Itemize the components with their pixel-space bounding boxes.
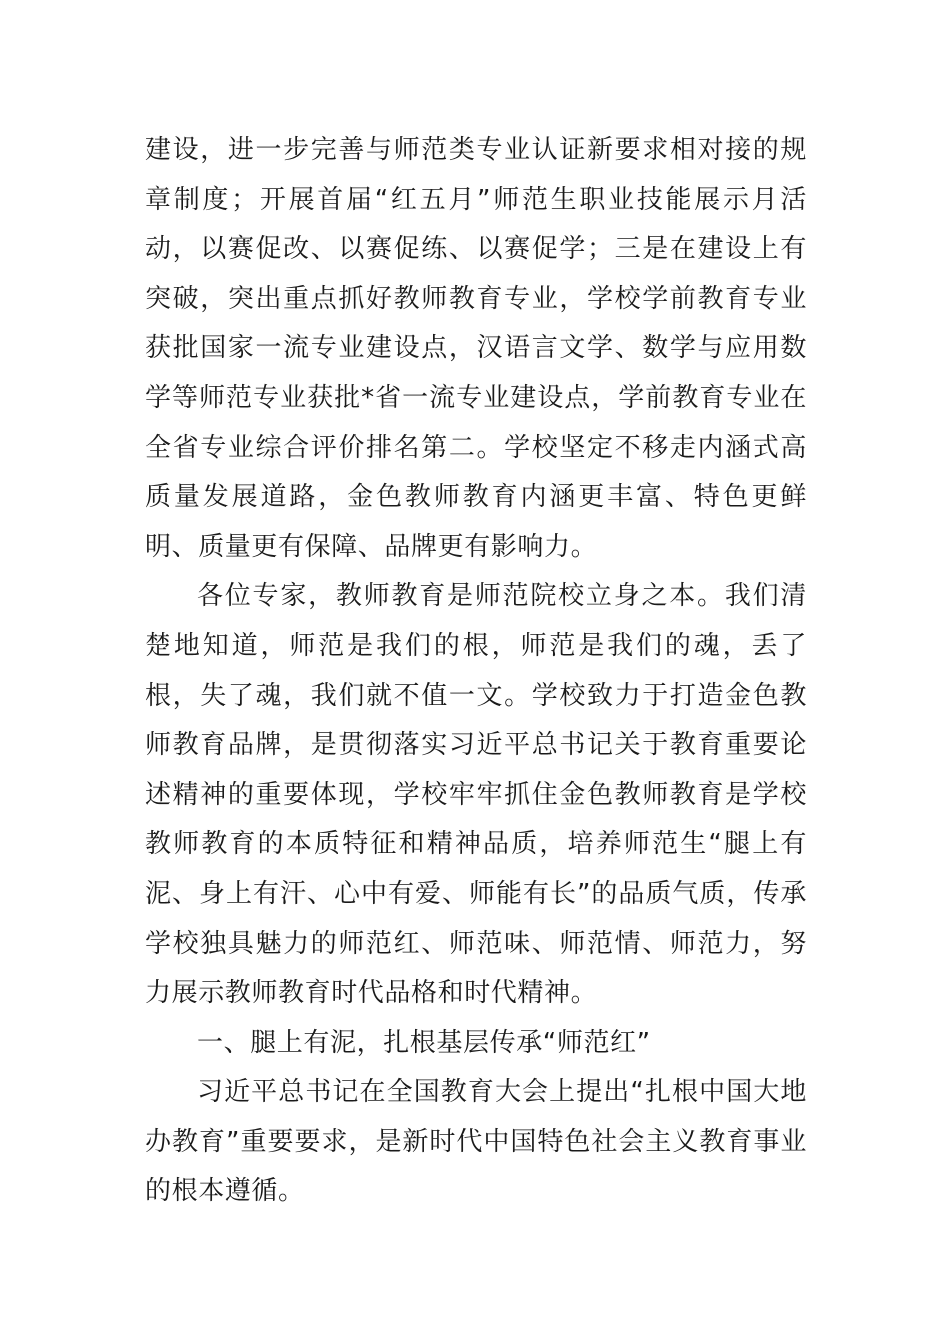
section-heading-one: 一、腿上有泥，扎根基层传承“师范红” [197, 1027, 651, 1058]
paragraph-continuation: 建设，进一步完善与师范类专业认证新要求相对接的规章制度；开展首届“红五月”师范生职业技能展示月活动，以赛促改、以赛促练、以赛促学；三是在建设上有突破，突出重点抓好教师教育专业，学校学前教育专业获批国家一流专业建设点，汉语言文学、数学与应用数学等师范专业获批*省一流专业建设点，学前教育专业在全省专业综合评价排名第二。学校坚定不移走内涵式高质量发展道路，金色教师教育内涵更丰富、特色更鲜明、质量更有保障、品牌更有影响力。 [145, 135, 807, 562]
paragraph-section-one-intro: 习近平总书记在全国教育大会上提出“扎根中国大地办教育”重要要求，是新时代中国特色社会主义教育事业的根本遵循。 [145, 1077, 807, 1207]
paragraph-experts-address: 各位专家，教师教育是师范院校立身之本。我们清楚地知道，师范是我们的根，师范是我们的魂，丢了根，失了魂，我们就不值一文。学校致力于打造金色教师教育品牌，是贯彻落实习近平总书记关于教育重要论述精神的重要体现，学校牢牢抓住金色教师教育是学校教师教育的本质特征和精神品质，培养师范生“腿上有泥、身上有汗、心中有爱、师能有长”的品质气质，传承学校独具魅力的师范红、师范味、师范情、师范力，努力展示教师教育时代品格和时代精神。 [145, 581, 807, 1009]
document-body [145, 126, 807, 1217]
